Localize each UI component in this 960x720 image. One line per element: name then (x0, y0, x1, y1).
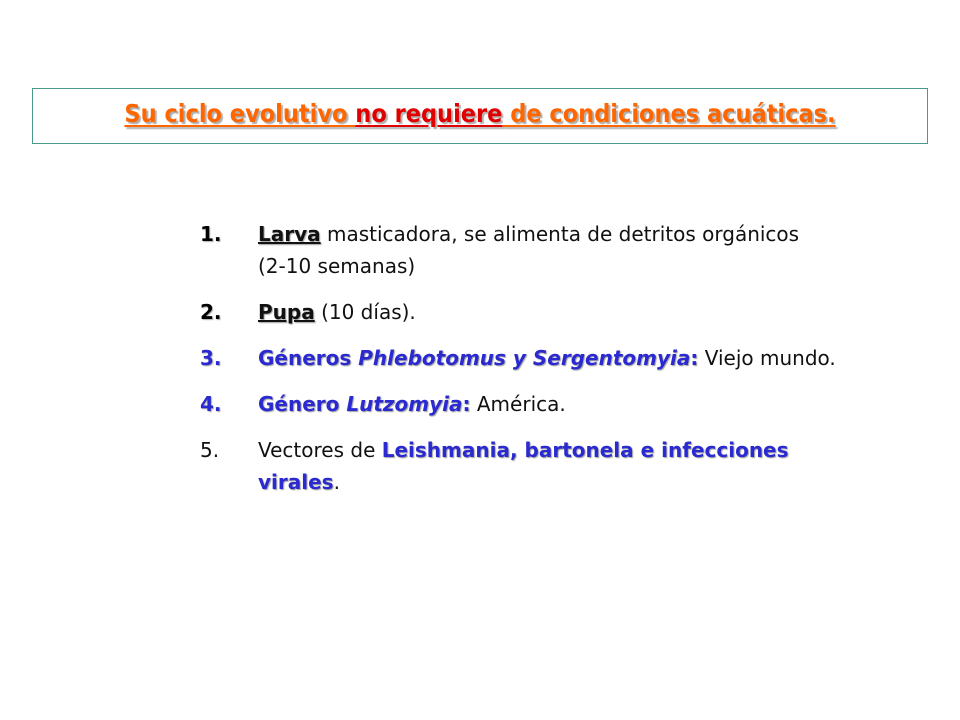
item-number: 4. (200, 392, 222, 416)
list-item-larva (200, 218, 840, 282)
title-box (32, 88, 928, 144)
vectors-prefix: Vectores de (258, 438, 382, 462)
keyword-larva: Larva (258, 222, 321, 246)
item-text (258, 342, 840, 374)
list-item-old-world-genera (200, 342, 840, 374)
life-cycle-list (200, 218, 840, 498)
item-text (258, 218, 840, 282)
genus-label: Género (258, 392, 347, 416)
item-text (258, 296, 840, 328)
item-number: 1. (200, 222, 222, 246)
vectors-highlight: Leishmania, bartonela e infecciones virales (258, 438, 789, 494)
item-text (258, 434, 840, 498)
item-number: 5. (200, 438, 220, 462)
item-text (258, 388, 840, 420)
item-number: 2. (200, 300, 222, 324)
item-number: 3. (200, 346, 222, 370)
list-item-pupa (200, 296, 840, 328)
keyword-pupa: Pupa (258, 300, 315, 324)
genus-colon: : (462, 392, 471, 416)
list-item-new-world-genus (200, 388, 840, 420)
genus-names: Phlebotomus y Sergentomyia (358, 346, 691, 370)
title-part-1: Su ciclo evolutivo (124, 98, 356, 128)
pupa-duration: (10 días). (314, 300, 416, 324)
genus-label: Géneros (258, 346, 359, 370)
larva-duration: (2-10 semanas) (258, 254, 416, 278)
genus-colon: : (690, 346, 699, 370)
larva-description: masticadora, se alimenta de detritos orgánicos (320, 222, 800, 246)
vectors-suffix: . (333, 470, 340, 494)
region-text: América. (470, 392, 566, 416)
genus-names: Lutzomyia (346, 392, 463, 416)
title-part-2-emphasis: no requiere (355, 98, 503, 128)
list-item-vectors (200, 434, 840, 498)
slide-title (124, 99, 835, 128)
title-part-3: de condiciones acuáticas. (502, 98, 836, 128)
region-text: Viejo mundo. (698, 346, 836, 370)
